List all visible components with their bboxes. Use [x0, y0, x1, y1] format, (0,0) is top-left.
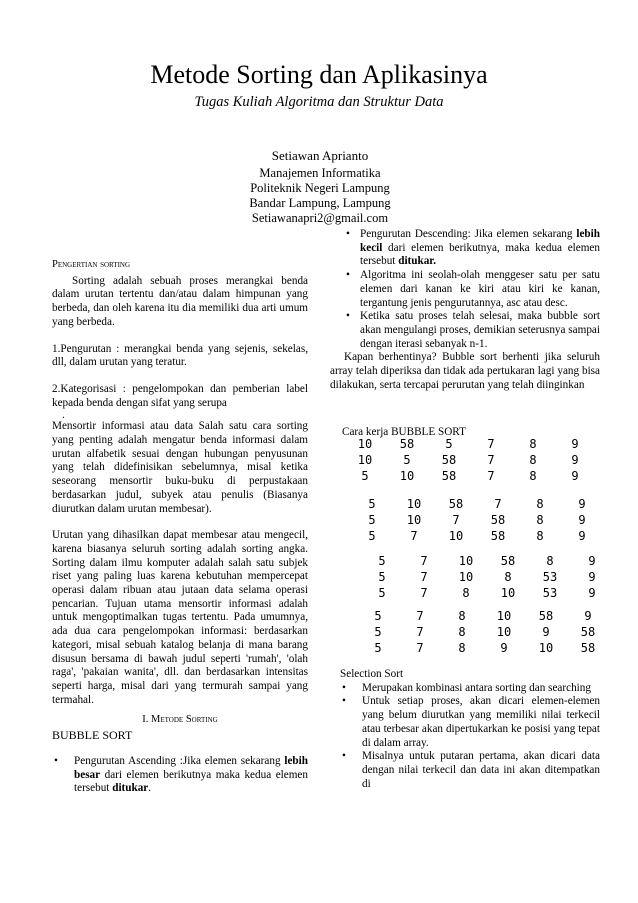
diagram-value: 5: [374, 609, 382, 623]
diagram-value: 7: [494, 497, 502, 511]
desc-text-1: Pengurutan Descending: Jika elemen sekarang: [360, 228, 577, 240]
paragraph-kategorisasi: 2.Kategorisasi : pengelompokan dan pemberian label kepada benda dengan sifat yang serupa: [52, 382, 308, 409]
asc-bold-2: ditukar: [112, 782, 149, 795]
paragraph-urutan: Urutan yang dihasilkan dapat membesar atau mengecil, karena biasanya seluruh sorting adalah sorting angka. Sorting dalam ilmu komputer adalah salah satu subjek riset yang paling luas karena kebutuhan mempercepat operasi dalam ribuan atau jutaan data selama operasi pencarian. Tujuan utama mensortir informasi adalah untuk mengoptimalkan tugas tertentu. Pada umumnya, ada dua cara pengelompokan informasi: berdasarkan kategori, misal sebuah katalog belanja di mana barang disusun bersama di bawah judul seperti 'rumah', 'olah raga', 'pakaian wanita', dll. dan berdasarkan intensitas seperti harga, misal dari yang termurah sampai yang termahal.: [52, 529, 308, 706]
diagram-value: 58: [490, 513, 506, 527]
bullet-descending: [330, 228, 600, 269]
paragraph-definition: Sorting adalah sebuah proses merangkai benda dalam urutan tertentu dan/atau dalam himpunan yang berbeda, dan oleh karena itu dia memiliki dua arti umum yang berbeda.: [52, 274, 308, 328]
diagram-value: 7: [487, 453, 495, 467]
diagram-value: 58: [500, 554, 516, 568]
diagram-value: 5: [368, 513, 376, 527]
diagram-value: 10: [399, 469, 415, 483]
diagram-value: 5: [368, 529, 376, 543]
desc-bold-2: ditukar.: [398, 255, 437, 268]
diagram-value: 5: [368, 497, 376, 511]
desc-bold-1: lebih kecil: [360, 228, 600, 254]
desc-text-2: dari elemen berikutnya, maka kedua elemen tersebut: [360, 241, 600, 268]
diagram-value: 7: [416, 609, 424, 623]
swap-line: [474, 577, 500, 593]
diagram-value: 7: [420, 554, 428, 568]
swap-line: [512, 632, 538, 648]
author-email: Setiawanapri2@gmail.com: [251, 211, 389, 225]
diagram-value: 10: [496, 609, 512, 623]
asc-text-1: Pengurutan Ascending :Jika elemen sekarang: [74, 754, 285, 767]
swap-line: [373, 460, 399, 476]
bullet-ascending: [52, 755, 308, 796]
diagram-value: 58: [490, 529, 506, 543]
asc-bold-1: lebih besar: [74, 754, 308, 781]
swap-line: [464, 504, 490, 520]
diagram-step-group: [358, 437, 579, 483]
paper-subtitle: Tugas Kuliah Algoritma dan Struktur Data: [194, 94, 444, 110]
diagram-value: 58: [441, 453, 457, 467]
diagram-value: 8: [462, 586, 470, 600]
asc-text-3: .: [148, 782, 152, 795]
diagram-value: 5: [378, 570, 386, 584]
diagram-value: 9: [584, 609, 592, 623]
author-city: Bandar Lampung, Lampung: [249, 196, 391, 210]
diagram-value: 8: [529, 437, 537, 451]
diagram-value: 8: [536, 497, 544, 511]
selection-item: • Merupakan kombinasi antara sorting dan searching: [340, 682, 600, 696]
swap-line: [464, 504, 490, 520]
section-heading-pengertian: Pengertian sorting: [52, 259, 131, 270]
selection-item: • Untuk setiap proses, akan dicari elemen-elemen yang belum diurutkan yang memiliki nilai terkecil atau terbesar akan dipertukarkan ke posisi yang tepat di dalam array.: [340, 695, 600, 750]
swap-line: [415, 444, 441, 460]
diagram-value: 10: [458, 570, 474, 584]
diagram-value: 7: [420, 586, 428, 600]
diagram-value: 10: [357, 437, 373, 451]
selection-sort-section: [340, 668, 600, 791]
diagram-value: 53: [542, 586, 558, 600]
diagram-value: 58: [580, 641, 596, 652]
diagram-value: 5: [445, 437, 453, 451]
paper-title: Metode Sorting dan Aplikasinya: [150, 60, 488, 89]
diagram-value: 5: [378, 586, 386, 600]
diagram-value: 58: [399, 437, 415, 451]
diagram-value: 7: [487, 469, 495, 483]
swap-line: [415, 444, 441, 460]
diagram-value: 10: [448, 529, 464, 543]
author-institution: Politeknik Negeri Lampung: [250, 181, 390, 195]
diagram-value: 7: [416, 641, 424, 652]
diagram-value: 10: [357, 453, 373, 467]
asc-text-2: dari elemen berikutnya maka kedua elemen tersebut: [74, 768, 308, 795]
swap-line: [422, 520, 448, 536]
diagram-value: 9: [578, 513, 586, 527]
left-column: [52, 258, 308, 796]
diagram-value: 9: [542, 625, 550, 639]
diagram-value: 10: [406, 497, 422, 511]
diagram-value: 8: [546, 554, 554, 568]
author-name: Setiawan Aprianto: [271, 148, 369, 163]
section-heading-metode: [52, 713, 308, 727]
diagram-value: 9: [571, 469, 579, 483]
swap-line: [554, 616, 580, 632]
diagram-value: 7: [410, 529, 418, 543]
diagram-value: 8: [536, 513, 544, 527]
diagram-value: 58: [538, 609, 554, 623]
diagram-value: 8: [458, 625, 466, 639]
diagram-value: 8: [458, 641, 466, 652]
bullet-ketika: • Ketika satu proses telah selesai, maka bubble sort akan mengulangi proses, demikian seterusnya sampai dengan iterasi sebanyak n-1.: [330, 310, 600, 351]
paragraph-kapan: Kapan berhentinya? Bubble sort berhenti jika seluruh array telah diperiksa dan tidak ada pertukaran lagi yang bisa dilakukan, serta tercapai perurutan yang telah diinginkan: [330, 351, 600, 391]
author-dept: Manajemen Informatika: [259, 166, 381, 180]
diagram-value: 5: [403, 453, 411, 467]
diagram-value: 9: [588, 586, 596, 600]
diagram-value: 5: [361, 469, 369, 483]
bubble-sort-diagram: [330, 430, 620, 652]
swap-line: [373, 460, 399, 476]
diagram-value: 8: [529, 469, 537, 483]
paragraph-pengurutan: 1.Pengurutan : merangkai benda yang sejenis, sekelas, dll, dalam urutan yang teratur.: [52, 342, 308, 369]
swap-line: [474, 577, 500, 593]
diagram-value: 58: [448, 497, 464, 511]
diagram-value: 58: [441, 469, 457, 483]
diagram-value: 9: [588, 554, 596, 568]
diagram-value: 10: [458, 554, 474, 568]
diagram-value: 5: [378, 554, 386, 568]
diagram-value: 5: [374, 641, 382, 652]
diagram-step-group: [368, 497, 585, 543]
diagram-step-group: [374, 609, 595, 652]
diagram-value: 9: [571, 453, 579, 467]
diagram-value: 9: [571, 437, 579, 451]
stray-dot: .: [62, 409, 65, 422]
diagram-value: 7: [416, 625, 424, 639]
diagram-value: 7: [420, 570, 428, 584]
diagram-value: 10: [500, 586, 516, 600]
diagram-value: 9: [578, 497, 586, 511]
author-block: [230, 148, 410, 226]
diagram-value: 10: [496, 625, 512, 639]
selection-sort-heading: Selection Sort: [340, 668, 404, 680]
diagram-value: 8: [529, 453, 537, 467]
cara-kerja-heading: Cara kerja BUBBLE SORT: [342, 426, 466, 439]
swap-line: [422, 520, 448, 536]
swap-line: [554, 616, 580, 632]
swap-line: [512, 632, 538, 648]
diagram-value: 8: [536, 529, 544, 543]
diagram-value: 53: [542, 570, 558, 584]
diagram-value: 10: [406, 513, 422, 527]
diagram-value: 7: [452, 513, 460, 527]
diagram-value: 8: [458, 609, 466, 623]
section-title-metode: I. Metode Sorting: [142, 714, 218, 726]
diagram-value: 5: [374, 625, 382, 639]
bubble-sort-heading: BUBBLE SORT: [52, 728, 133, 743]
diagram-value: 7: [487, 437, 495, 451]
diagram-value: 9: [588, 570, 596, 584]
diagram-value: 10: [538, 641, 554, 652]
paragraph-mensortir: Mensortir informasi atau data Salah satu cara sorting yang penting adalah mengatur benda informasi dalam urutan alfabetik sesuai dengan hubungan penyusunan yang telah didefinisikan sebelumnya, misal ketika seseorang mensortir buku-buku di perpustakaan berdasarkan judul, subyek atau penulis (Biasanya diurutkan dalam urutan membesar).: [52, 420, 308, 515]
diagram-value: 58: [580, 625, 596, 639]
right-column: [330, 228, 600, 440]
diagram-value: 9: [578, 529, 586, 543]
diagram-step-group: [378, 554, 595, 600]
bullet-algoritma: • Algoritma ini seolah-olah menggeser satu per satu elemen dari kanan ke kiri atau kiri ke kanan, tergantung jenis pengurutannya, asc atau desc.: [330, 269, 600, 310]
diagram-value: 9: [500, 641, 508, 652]
diagram-value: 8: [504, 570, 512, 584]
selection-item: • Misalnya untuk putaran pertama, akan dicari data dengan nilai terkecil dan data ini akan ditempatkan di: [340, 750, 600, 791]
